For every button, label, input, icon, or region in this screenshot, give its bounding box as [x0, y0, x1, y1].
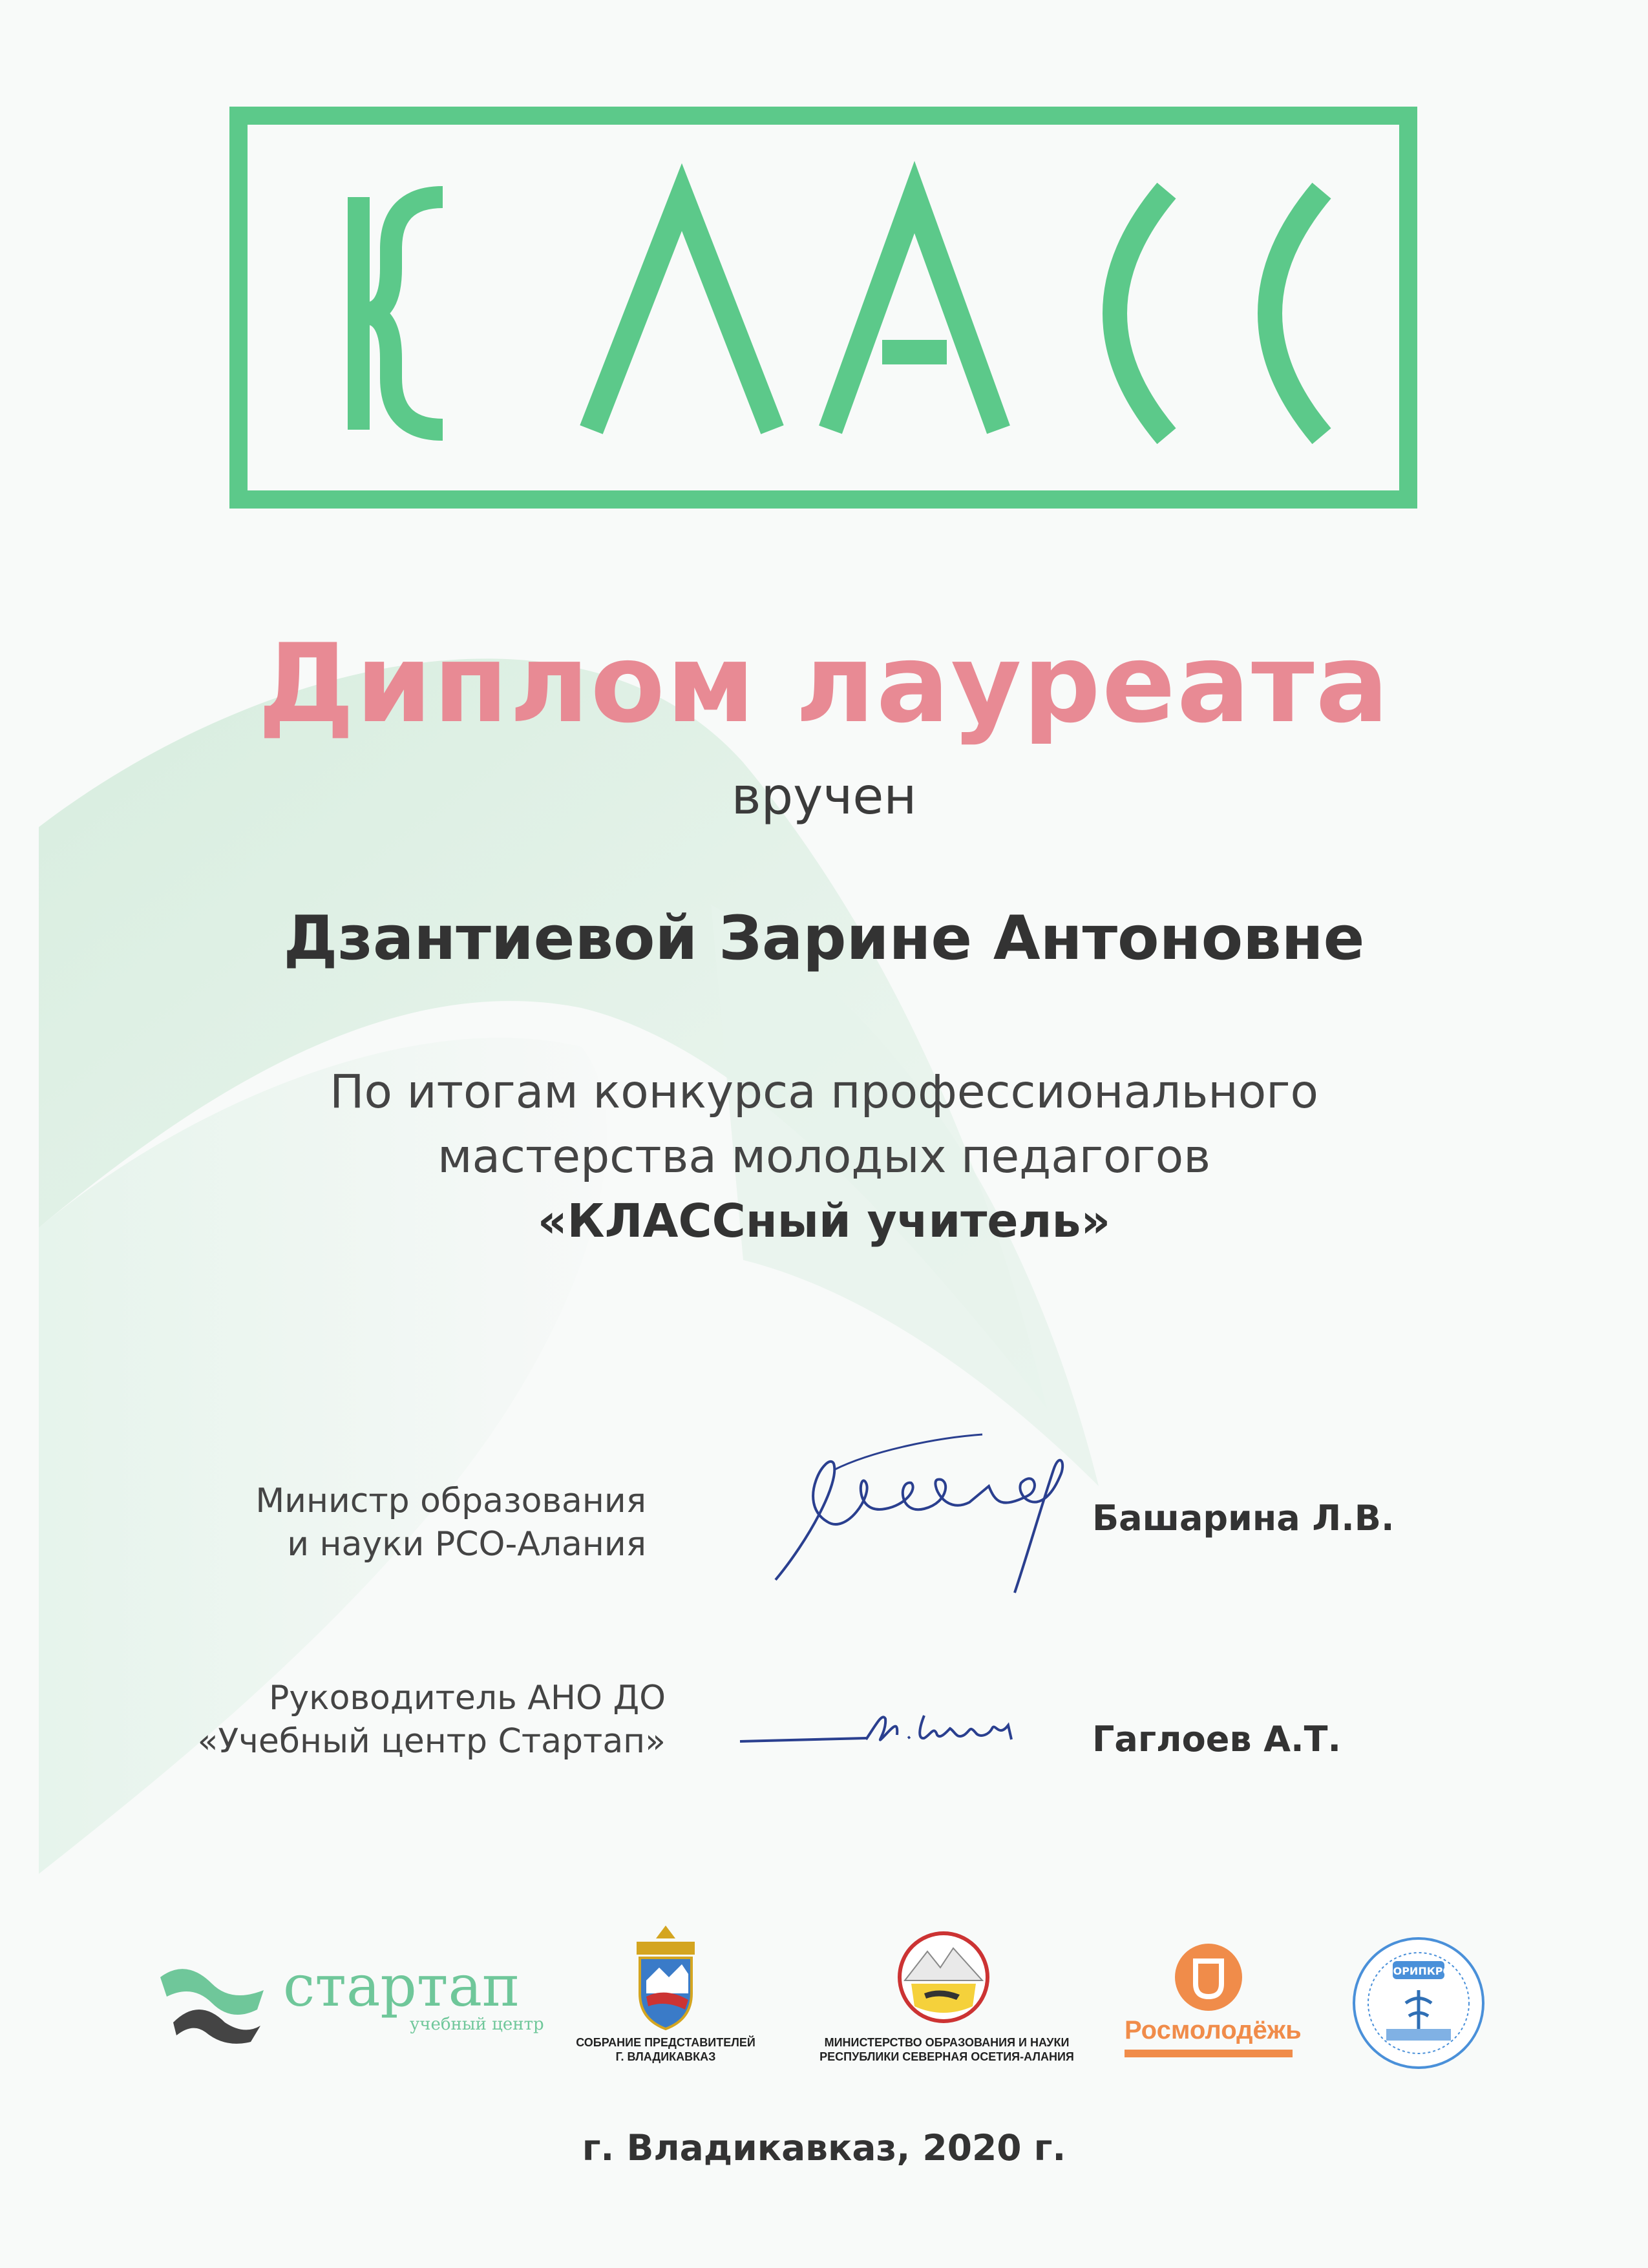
klass-letter-c1: [1115, 191, 1167, 436]
signatory-2-name: Гаглоев А.Т.: [1092, 1719, 1341, 1759]
sobranie-caption-line-1: СОБРАНИЕ ПРЕДСТАВИТЕЛЕЙ: [576, 2036, 755, 2049]
reason-line-1: По итогам конкурса профессионального: [330, 1065, 1318, 1118]
sobranie-caption: [556, 2035, 776, 2064]
klass-letter-k: [359, 197, 443, 430]
signatory-1-name: Башарина Л.В.: [1092, 1498, 1395, 1538]
signatory-2-title-line-1: Руководитель АНО ДО: [269, 1679, 666, 1717]
signature-2: [737, 1699, 1028, 1758]
klass-logo: [229, 107, 1417, 509]
soripkro-label: СОРИПКРО: [1385, 1965, 1452, 1977]
signatory-1-title-line-1: Министр образования: [255, 1482, 646, 1520]
rosmolodezh-underline: [1125, 2050, 1293, 2059]
soripkro-emblem-icon: [1347, 1932, 1490, 2074]
ministry-emblem-icon: [895, 1929, 992, 2026]
reason-line-2: мастерства молодых педагогов: [437, 1129, 1211, 1183]
rosmolodezh-name: Росмолодёжь: [1125, 2016, 1302, 2044]
rosmolodezh-logo-icon: [1167, 1942, 1251, 2013]
award-reason: [0, 1060, 1648, 1254]
signatory-1-title: [194, 1480, 646, 1566]
signature-1: [756, 1425, 1092, 1599]
awarded-text: вручен: [731, 768, 917, 826]
startup-logo-sub: учебный центр: [410, 2015, 544, 2034]
signatory-2-title-line-2: «Учебный центр Стартап»: [197, 1722, 666, 1761]
recipient-name: Дзантиевой Зарине Антоновне: [283, 903, 1365, 974]
ministry-caption-line-2: РЕСПУБЛИКИ СЕВЕРНАЯ ОСЕТИЯ-АЛАНИЯ: [819, 2050, 1074, 2063]
klass-letter-a: [830, 197, 998, 430]
signatory-1-title-line-2: и науки РСО-Алания: [287, 1525, 646, 1564]
signatory-2-title: [155, 1677, 666, 1763]
diploma-title: Диплом лауреата: [258, 620, 1390, 747]
contest-name: «КЛАССный учитель»: [537, 1194, 1111, 1248]
vladikavkaz-coat-of-arms-icon: [624, 1922, 708, 2032]
startup-logo-icon: [154, 1951, 270, 2048]
startup-logo-name: стартап: [283, 1953, 520, 2019]
footer-place-year: г. Владикавказ, 2020 г.: [582, 2127, 1066, 2168]
ministry-caption: [801, 2035, 1092, 2064]
ministry-caption-line-1: МИНИСТЕРСТВО ОБРАЗОВАНИЯ И НАУКИ: [824, 2036, 1070, 2049]
klass-letter-c2: [1270, 191, 1322, 436]
sobranie-caption-line-2: Г. ВЛАДИКАВКАЗ: [615, 2050, 716, 2063]
klass-letter-l: [591, 197, 772, 430]
